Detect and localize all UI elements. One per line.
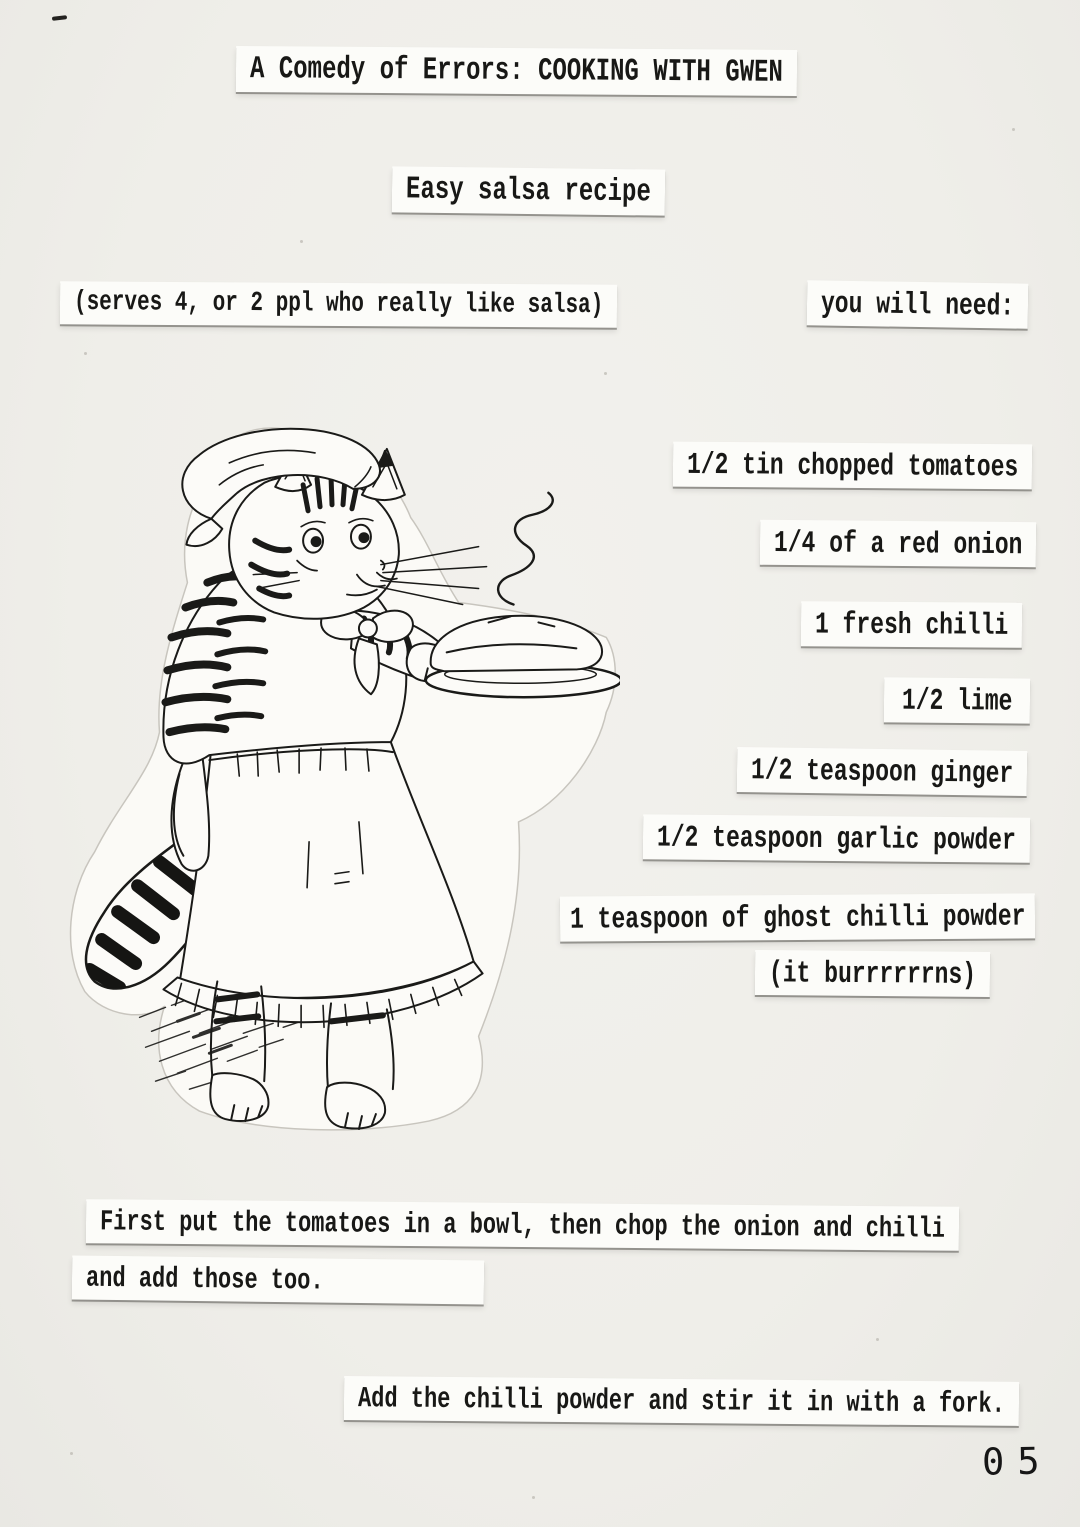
ingredient-strip	[643, 814, 1030, 863]
paper-speckle	[876, 1338, 879, 1341]
instruction-line-1: First put the tomatoes in a bowl, then chop the onion and chilli	[99, 1205, 946, 1246]
ingredient-tomatoes: 1/2 tin chopped tomatoes	[686, 447, 1019, 485]
page-number: 05	[981, 1439, 1053, 1484]
subtitle-strip	[392, 166, 665, 216]
ingredient-ghost-chilli: 1 teaspoon of ghost chilli powder	[569, 899, 1026, 937]
paper-speckle	[70, 1452, 73, 1455]
paper-speckle	[300, 240, 303, 243]
ingredient-lime: 1/2 lime	[901, 683, 1013, 719]
pen-dash-mark	[52, 15, 67, 21]
instruction-line-3: Add the chilli powder and stir it in with a fork.	[357, 1382, 1006, 1422]
steam	[498, 493, 553, 605]
serves-strip	[60, 281, 618, 327]
ingredient-strip	[559, 893, 1035, 941]
ingredient-strip	[736, 747, 1027, 796]
serves-note: (serves 4, or 2 ppl who really like salsa)	[73, 287, 604, 322]
title-strip	[236, 46, 797, 96]
paper-speckle	[84, 352, 87, 355]
ingredient-ginger: 1/2 teaspoon ginger	[750, 753, 1014, 792]
instruction-line-2: and add those too.	[85, 1261, 324, 1298]
ingredient-strip	[759, 520, 1036, 568]
ingredient-burns-note: (it burrrrrrns)	[768, 956, 977, 993]
instruction-strip	[344, 1376, 1019, 1426]
instruction-strip	[72, 1255, 484, 1304]
instruction-strip	[86, 1199, 959, 1251]
needs-heading-strip	[806, 280, 1028, 329]
paper-speckle	[532, 1496, 535, 1499]
recipe-subtitle: Easy salsa recipe	[405, 172, 652, 211]
paper-speckle	[604, 372, 607, 375]
ingredient-strip	[673, 442, 1033, 490]
page-title: A Comedy of Errors: COOKING WITH GWEN	[249, 51, 784, 92]
ingredient-strip	[755, 950, 990, 997]
ingredient-onion: 1/4 of a red onion	[773, 525, 1023, 563]
ingredient-strip	[883, 677, 1030, 723]
needs-heading: you will need:	[820, 286, 1015, 324]
ingredient-chilli: 1 fresh chilli	[814, 607, 1009, 644]
cat-chef-illustration	[58, 423, 620, 1141]
paper-speckle	[1012, 128, 1015, 131]
ingredient-garlic: 1/2 teaspoon garlic powder	[656, 820, 1017, 858]
ingredient-strip	[801, 601, 1023, 648]
plate	[426, 616, 620, 697]
